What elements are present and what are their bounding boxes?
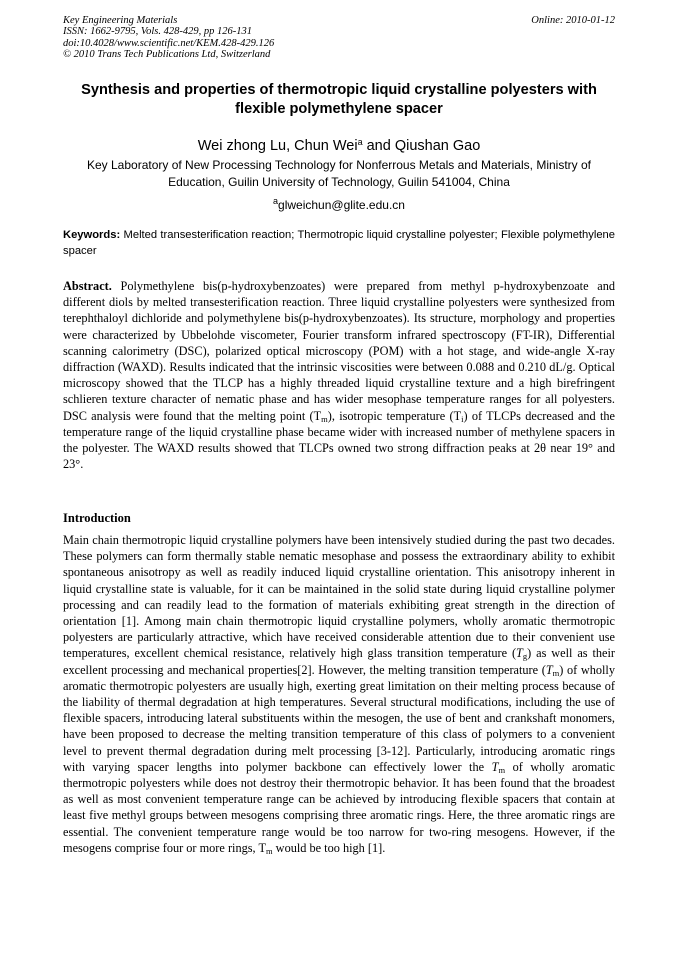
authors-text: Wei zhong Lu, Chun Wei <box>197 138 358 154</box>
abstract-text: ) of TLCPs decreased and the temperature range of the liquid crystalline phase became wider with increased number of methylene spacers in the polyester. The WAXD results showed that TLCPs owned two strong diffraction peaks at 2θ near 19° and 23°. <box>63 408 615 472</box>
affiliation: Key Laboratory of New Processing Technology for Nonferrous Metals and Materials, Ministry of Education, Guilin University of Technology, Guilin 541004, China <box>86 158 591 189</box>
paper-title: Synthesis and properties of thermotropic liquid crystalline polyesters with flexible polymethylene spacer <box>81 82 597 117</box>
abstract-label: Abstract. <box>63 279 112 293</box>
journal-name: Key Engineering Materials <box>63 15 178 26</box>
subscript-m: m <box>265 845 273 856</box>
introduction-heading: Introduction <box>63 511 131 525</box>
email-superscript: a <box>273 196 279 206</box>
symbol-t: T <box>491 759 499 774</box>
subscript-g: g <box>522 651 528 662</box>
author-superscript: a <box>357 137 363 147</box>
intro-text: would be too high [1]. <box>272 840 386 855</box>
subscript-m: m <box>498 764 506 775</box>
intro-text: ) of wholly aromatic thermotropic polyesters are usually high, exerting great limitation on their melting process because of the liability of thermal degradation at high temperatures. Several structural modifications, including the use of flexible spacers, introducing lateral substituents within the mesogen, the use of bent and crankshaft monomers, have been proposed to decrease the melting transition temperature of this class of polymers to a convenient level to prevent thermal degradation during melt processing [3-12]. Particularly, introducing aromatic rings with varying spacer lengths into polymer backbone can effectively lower the <box>63 662 615 774</box>
introduction-text <box>63 532 615 856</box>
email-address: glweichun@glite.edu.cn <box>278 198 405 212</box>
copyright-line: © 2010 Trans Tech Publications Ltd, Switzerland <box>63 48 271 60</box>
authors-text-end: and Qiushan Gao <box>362 138 481 154</box>
subscript-m: m <box>552 667 560 678</box>
author-email <box>63 194 615 213</box>
symbol-t: T <box>545 662 553 677</box>
keywords-label: Keywords: <box>63 229 121 241</box>
intro-text: Main chain thermotropic liquid crystalline polymers have been intensively studied during the past two decades. These polymers can form thermally stable nematic mesophase and possess the extraordinary ability to exhibit spontaneous anisotropy as well as readily induced liquid crystalline orientation. This anisotropy inherent in liquid crystalline state is valuable, for it can be maintained in the solid state during liquid crystalline polymer processing and can readily lead to the formation of materials exhibiting great strength in the direction of orientation [1]. Among main chain thermotropic liquid crystalline polymers, wholly aromatic thermotropic polyesters are particularly attractive, which have received considerable attention due to their convenient use temperatures, excellent chemical resistance, relatively high glass transition temperature ( <box>63 533 615 661</box>
online-date: Online: 2010-01-12 <box>531 15 615 26</box>
subscript-m: m <box>321 413 328 424</box>
journal-header <box>63 15 615 60</box>
author-list <box>63 133 615 155</box>
keywords-section <box>63 228 615 259</box>
symbol-t: T <box>516 646 523 661</box>
issn-line: ISSN: 1662-9795, Vols. 428-429, pp 126-131 <box>63 26 252 38</box>
abstract-text: ), isotropic temperature (T <box>327 408 462 423</box>
abstract-text: Polymethylene bis(p-hydroxybenzoates) were prepared from methyl p-hydroxybenzoate and different diols by melted transesterification reaction. Three liquid crystalline polyesters were synthesized from terephthaloyl dichloride and polymethylene bis(p-hydroxybenzoates). Its structure, morphology and properties were characterized by Ubbelohde viscometer, Fourier transform infrared spectroscopy (FT-IR), Differential scanning calorimetry (DSC), polarized optical microscopy (POM) with a hot stage, and wide-angle X-ray diffraction (WAXD). Results indicated that the intrinsic viscosities were between 0.088 and 0.210 dL/g. Optical microscopy showed that the TLCP has a highly threaded liquid crystalline texture and a high birefringent schlieren texture character of nematic phase and has wider mesophase temperature ranges for all polyesters. DSC analysis were found that the melting point (T <box>63 279 615 423</box>
abstract-section <box>63 278 615 472</box>
keywords-text: Melted transesterification reaction; Thermotropic liquid crystalline polyester; Flexible polymethylene spacer <box>63 229 615 257</box>
doi-line: doi:10.4028/www.scientific.net/KEM.428-429.126 <box>63 37 275 49</box>
intro-text: ) as well as their excellent processing and mechanical properties[2]. However, the melting transition temperature ( <box>63 646 615 677</box>
subscript-i: i <box>461 413 464 424</box>
intro-text: of wholly aromatic thermotropic polyesters while does not destroy their thermotropic behavior. It has been found that the broadest as well as most convenient temperature range can be achieved by introducing flexible spacers that contain at least five methyl groups between mesogens comprising three aromatic rings. Here, the three aromatic rings are essential. The convenient temperature range would be too narrow for two-ring mesogens. However, if the mesogens comprise four or more rings, T <box>63 759 616 855</box>
